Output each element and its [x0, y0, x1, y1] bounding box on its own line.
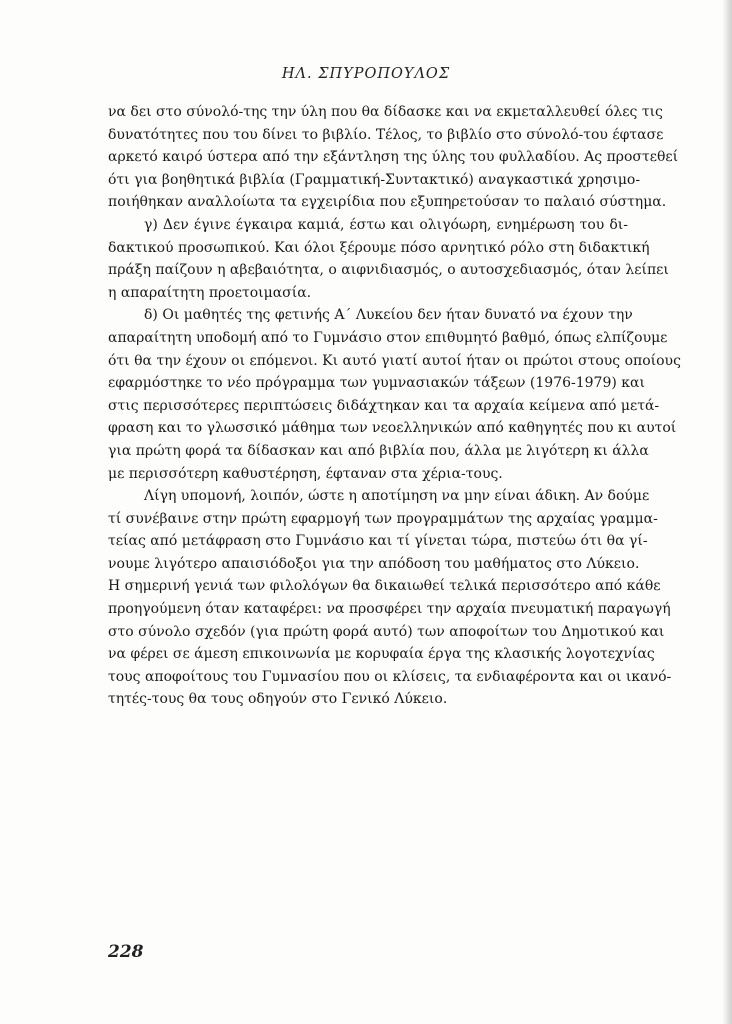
- text-line: δακτικού προσωπικού. Και όλοι ξέρουμε πόσο αρνητικό ρόλο στη διδακτική: [108, 239, 650, 256]
- text-line: ότι για βοηθητικά βιβλία (Γραμματική-Συντακτικό) αναγκαστικά χρησιμο-: [108, 171, 641, 188]
- text-line: δ) Οι μαθητές της φετινής Α΄ Λυκείου δεν ήταν δυνατό να έχουν την: [144, 307, 633, 324]
- text-line: εφαρμόστηκε το νέο πρόγραμμα των γυμνασιακών τάξεων (1976-1979) και: [108, 375, 645, 392]
- text-line: Λίγη υπομονή, λοιπόν, ώστε η αποτίμηση να μην είναι άδικη. Αν δούμε: [144, 488, 650, 505]
- text-line: γ) Δεν έγινε έγκαιρα καμιά, έστω και ολιγόωρη, ενημέρωση του δι-: [144, 216, 628, 233]
- text-line: τί συνέβαινε στην πρώτη εφαρμογή των προγραμμάτων της αρχαίας γραμμα-: [108, 510, 658, 527]
- text-line: η απαραίτητη προετοιμασία.: [108, 284, 312, 301]
- text-line: στο σύνολο σχεδόν (για πρώτη φορά αυτό) των αποφοίτων του Δημοτικού και: [108, 623, 665, 640]
- body-text: [108, 101, 681, 711]
- paragraph-continuation: [108, 101, 679, 214]
- text-line: τείας από μετάφραση στο Γυμνάσιο και τί γίνεται τώρα, πιστεύω ότι θα γί-: [108, 533, 648, 550]
- text-line: προηγούμενη όταν καταφέρει: να προσφέρει την αρχαία πνευματική παραγωγή: [108, 601, 671, 618]
- text-line: φραση και το γλωσσικό μάθημα των νεοελληνικών από καθηγητές που κι αυτοί: [108, 420, 677, 437]
- text-line: να φέρει σε άμεση επικοινωνία με κορυφαία έργα της κλασικής λογοτεχνίας: [108, 646, 655, 663]
- text-line: με περισσότερη καθυστέρηση, έφταναν στα χέρια-τους.: [108, 465, 503, 482]
- running-head: ΗΛ. ΣΠΥΡΟΠΟΥΛΟΣ: [281, 66, 451, 82]
- text-line: νουμε λιγότερο απαισιόδοξοι για την απόδοση του μαθήματος στο Λύκειο.: [108, 555, 640, 572]
- paragraph-gamma: [108, 214, 669, 304]
- text-line: απαραίτητη υποδομή από το Γυμνάσιο στον επιθυμητό βαθμό, όπως ελπίζουμε: [108, 329, 668, 346]
- paragraph-conclusion: [108, 485, 672, 711]
- text-line: στις περισσότερες περιπτώσεις διδάχτηκαν και τα αρχαία κείμενα από μετά-: [108, 397, 660, 414]
- page-number: 228: [108, 942, 144, 962]
- text-line: να δει στο σύνολό-της την ύλη που θα δίδασκε και να εκμεταλλευθεί όλες τις: [108, 104, 663, 120]
- paragraph-delta: [108, 304, 681, 485]
- text-line: ποιήθηκαν αναλλοίωτα τα εγχειρίδια που εξυπηρετούσαν το παλαιό σύστημα.: [108, 194, 667, 211]
- text-line: για πρώτη φορά τα δίδασκαν και από βιβλία που, άλλα με λιγότερη κι άλλα: [108, 442, 649, 459]
- text-line: τους αποφοίτους του Γυμνασίου που οι κλίσεις, τα ενδιαφέροντα και οι ικανό-: [108, 668, 672, 685]
- text-line: αρκετό καιρό ύστερα από την εξάντληση της ύλης του φυλλαδίου. Ας προστεθεί: [108, 149, 679, 166]
- text-line: ότι θα την έχουν οι επόμενοι. Κι αυτό γιατί αυτοί ήταν οι πρώτοι στους οποίους: [108, 352, 681, 369]
- page-edge-shadow: [722, 0, 732, 1024]
- text-line: τητές-τους θα τους οδηγούν στο Γενικό Λύκειο.: [108, 691, 448, 708]
- text-line: Η σημερινή γενιά των φιλολόγων θα δικαιωθεί τελικά περισσότερο από κάθε: [108, 578, 661, 595]
- text-line: πράξη παίζουν η αβεβαιότητα, ο αιφνιδιασμός, ο αυτοσχεδιασμός, όταν λείπει: [108, 262, 669, 279]
- text-line: δυνατότητες που του δίνει το βιβλίο. Τέλος, το βιβλίο στο σύνολό-του έφτασε: [108, 126, 664, 143]
